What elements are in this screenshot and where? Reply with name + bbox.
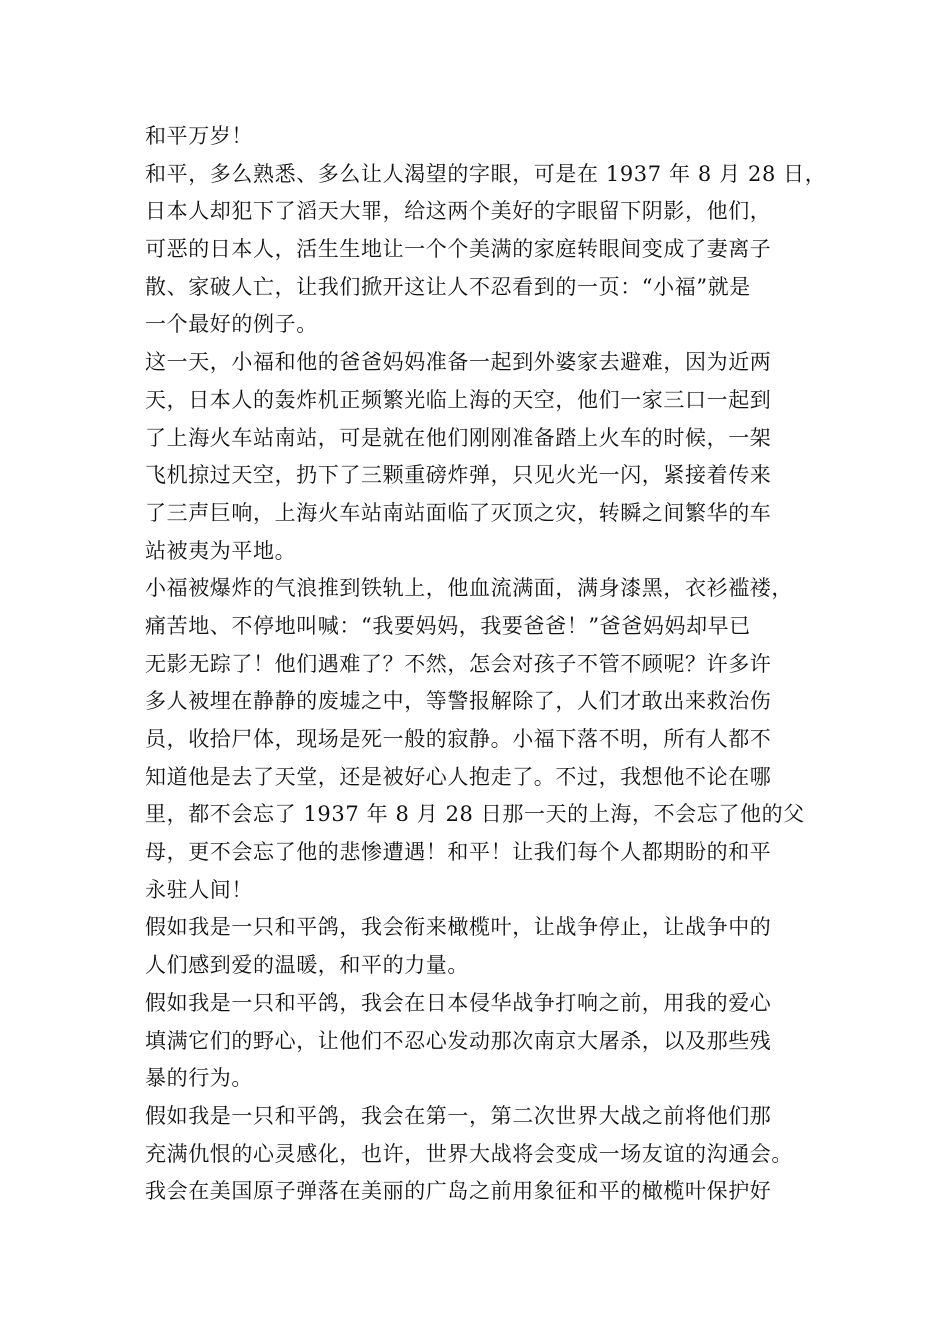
text-line: 知道他是去了天堂，还是被好心人抱走了。不过，我想他不论在哪 [145, 764, 772, 789]
text-line: 里，都不会忘了 1937 年 8 月 28 日那一天的上海，不会忘了他的父 [145, 802, 805, 827]
text-line: 可恶的日本人，活生生地让一个个美满的家庭转眼间变成了妻离子 [145, 237, 772, 262]
text-line: 小福被爆炸的气浪推到铁轨上，他血流满面，满身漆黑，衣衫褴褛， [145, 576, 793, 601]
text-line: 天，日本人的轰炸机正频繁光临上海的天空，他们一家三口一起到 [145, 387, 772, 412]
text-line: 散、家破人亡，让我们掀开这让人不忍看到的一页：“小福”就是 [145, 274, 751, 299]
text-line: 一个最好的例子。 [145, 312, 318, 337]
text-line: 假如我是一只和平鸽，我会衔来橄榄叶，让战争停止，让战争中的 [145, 915, 772, 940]
text-line: 母，更不会忘了他的悲惨遭遇！和平！让我们每个人都期盼的和平 [145, 840, 772, 865]
text-line: 暴的行为。 [145, 1066, 253, 1091]
text-line: 痛苦地、不停地叫喊：“我要妈妈，我要爸爸！”爸爸妈妈却早已 [145, 613, 751, 638]
text-line: 无影无踪了！他们遇难了？不然，怎会对孩子不管不顾呢？许多许 [145, 651, 772, 676]
text-line: 填满它们的野心，让他们不忍心发动那次南京大屠杀，以及那些残 [145, 1028, 772, 1053]
text-line: 我会在美国原子弹落在美丽的广岛之前用象征和平的橄榄叶保护好 [145, 1179, 772, 1204]
text-line: 站被夷为平地。 [145, 538, 297, 563]
text-line: 和平万岁！ [145, 124, 253, 148]
text-line: 多人被埋在静静的废墟之中，等警报解除了，人们才敢出来救治伤 [145, 689, 772, 714]
text-line: 了三声巨响，上海火车站南站面临了灭顶之灾，转瞬之间繁华的车 [145, 500, 772, 525]
text-line: 员，收拾尸体，现场是死一般的寂静。小福下落不明，所有人都不 [145, 727, 772, 751]
text-line: 这一天，小福和他的爸爸妈妈准备一起到外婆家去避难，因为近两 [145, 350, 772, 375]
document-body [145, 118, 827, 1211]
text-line: 假如我是一只和平鸽，我会在日本侵华战争打响之前，用我的爱心 [145, 990, 772, 1015]
text-line: 假如我是一只和平鸽，我会在第一，第二次世界大战之前将他们那 [145, 1103, 772, 1128]
text-line: 永驻人间！ [145, 877, 253, 902]
text-line: 了上海火车站南站，可是就在他们刚刚准备踏上火车的时候，一架 [145, 425, 772, 450]
text-line: 和平，多么熟悉、多么让人渴望的字眼，可是在 1937 年 8 月 28 日， [145, 161, 827, 186]
text-line: 日本人却犯下了滔天大罪，给这两个美好的字眼留下阴影，他们， [145, 199, 772, 224]
text-line: 飞机掠过天空，扔下了三颗重磅炸弹，只见火光一闪，紧接着传来 [145, 463, 772, 488]
text-line: 人们感到爱的温暖，和平的力量。 [145, 953, 469, 978]
text-line: 充满仇恨的心灵感化，也许，世界大战将会变成一场友谊的沟通会。 [145, 1141, 793, 1166]
